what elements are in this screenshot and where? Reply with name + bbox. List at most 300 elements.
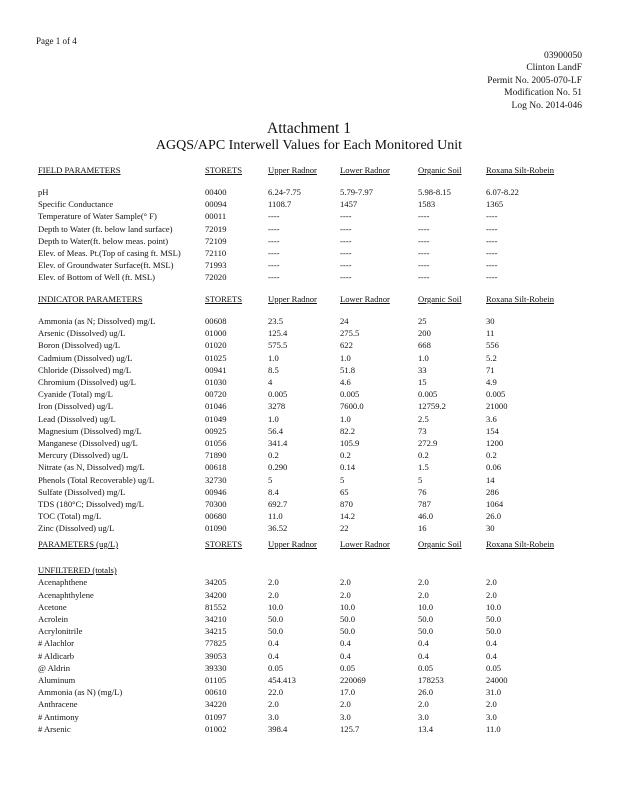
column-header: STORETS: [205, 539, 243, 549]
roxana-silt-robein-value: 11.0: [486, 723, 501, 734]
organic-soil-value: 26.0: [418, 687, 434, 698]
organic-soil-value: 16: [418, 523, 427, 534]
parameter-name: Chromium (Dissolved) ug/L: [38, 377, 136, 387]
roxana-silt-robein-value: 71: [486, 364, 495, 375]
lower-radnor-value: 2.0: [340, 589, 351, 600]
upper-radnor-value: 6.24-7.75: [268, 187, 301, 197]
upper-radnor-value: 23.5: [268, 316, 284, 326]
storet-code: 39330: [205, 662, 227, 673]
lower-radnor-value: 50.0: [340, 626, 356, 637]
lower-radnor-value: 10.0: [340, 601, 356, 612]
table-row: [0, 724, 618, 736]
upper-radnor-value: 0.2: [268, 450, 279, 461]
storet-code: 00680: [205, 511, 227, 522]
parameter-name: Ammonia (as N; Dissolved) mg/L: [38, 316, 156, 326]
storet-code: 01030: [205, 377, 227, 387]
storet-code: 01000: [205, 328, 227, 339]
roxana-silt-robein-value: 24000: [486, 675, 508, 685]
parameter-name: Arsenic (Dissolved) ug/L: [38, 328, 126, 339]
storet-code: 34215: [205, 626, 227, 637]
organic-soil-value: 10.0: [418, 601, 434, 612]
table-row: [0, 236, 618, 248]
table-row: [0, 377, 618, 389]
table-row: [0, 316, 618, 328]
column-header: Roxana Silt-Robein: [486, 294, 555, 304]
parameter-name: Phenols (Total Recoverable) ug/L: [38, 474, 155, 485]
storet-code: 00720: [205, 389, 227, 400]
lower-radnor-value: 870: [340, 499, 353, 509]
upper-radnor-value: 454.413: [268, 675, 296, 685]
table-row: [0, 614, 618, 626]
storet-code: 71890: [205, 450, 227, 461]
parameter-name: Mercury (Dissolved) ug/L: [38, 450, 129, 461]
table-row: [0, 438, 618, 450]
parameter-name: Anthracene: [38, 699, 78, 710]
table-row: [0, 487, 618, 499]
parameter-name: TOC (Total) mg/L: [38, 511, 102, 522]
upper-radnor-value: 341.4: [268, 438, 288, 448]
upper-radnor-value: 0.05: [268, 662, 284, 673]
table-row: [0, 565, 618, 577]
storet-code: 34205: [205, 577, 227, 588]
parameter-name: Elev. of Meas. Pt.(Top of casing ft. MSL): [38, 248, 181, 258]
upper-radnor-value: ----: [268, 235, 280, 246]
table-row: [0, 389, 618, 401]
storet-code: 01056: [205, 438, 227, 448]
table-row: [0, 426, 618, 438]
roxana-silt-robein-value: 11: [486, 328, 495, 339]
organic-soil-value: 0.05: [418, 662, 434, 673]
roxana-silt-robein-value: 1064: [486, 499, 504, 509]
roxana-silt-robein-value: 556: [486, 340, 499, 351]
organic-soil-value: 25: [418, 316, 427, 326]
lower-radnor-value: 220069: [340, 675, 366, 685]
header-line: Clinton LandF: [526, 63, 582, 74]
column-header: Organic Soil: [418, 165, 462, 175]
table-row: [0, 602, 618, 614]
page-number: Page 1 of 4: [36, 36, 77, 46]
header-line: Log No. 2014-046: [511, 100, 582, 111]
lower-radnor-value: 0.005: [340, 389, 360, 400]
table-row: [0, 577, 618, 589]
table-row: [0, 590, 618, 602]
storet-code: 81552: [205, 601, 227, 612]
organic-soil-value: 1583: [418, 199, 436, 210]
lower-radnor-value: 4.6: [340, 377, 351, 387]
parameter-name: TDS (180°C; Dissolved) mg/L: [38, 499, 144, 509]
table-row: [0, 499, 618, 511]
column-header: Upper Radnor: [268, 165, 317, 175]
roxana-silt-robein-value: 2.0: [486, 699, 497, 710]
upper-radnor-value: 1.0: [268, 352, 279, 363]
roxana-silt-robein-value: 10.0: [486, 601, 502, 612]
lower-radnor-value: 22: [340, 523, 349, 534]
permit-header: [487, 50, 582, 112]
organic-soil-value: 1.5: [418, 462, 429, 473]
organic-soil-value: 33: [418, 364, 427, 375]
table-row: [0, 340, 618, 352]
parameter-name: Sulfate (Dissolved) mg/L: [38, 486, 126, 497]
table-row: [0, 638, 618, 650]
parameter-name: Acrylonitrile: [38, 626, 83, 637]
roxana-silt-robein-value: 0.4: [486, 638, 497, 649]
lower-radnor-value: ----: [340, 211, 352, 222]
organic-soil-value: 0.2: [418, 450, 429, 461]
table-row: [0, 687, 618, 699]
upper-radnor-value: 2.0: [268, 699, 279, 710]
lower-radnor-value: 275.5: [340, 328, 360, 339]
lower-radnor-value: 51.8: [340, 364, 356, 375]
storet-code: 01025: [205, 352, 227, 363]
table-row: [0, 328, 618, 340]
roxana-silt-robein-value: 0.06: [486, 462, 502, 473]
parameter-name: Acrolein: [38, 614, 69, 624]
storet-code: 00618: [205, 462, 227, 473]
storet-code: 01020: [205, 340, 227, 351]
upper-radnor-value: ----: [268, 272, 280, 283]
upper-radnor-value: 50.0: [268, 614, 284, 624]
organic-soil-value: 12759.2: [418, 401, 446, 412]
upper-radnor-value: 36.52: [268, 523, 288, 534]
table-row: [0, 224, 618, 236]
parameter-name: # Antimony: [38, 711, 79, 722]
lower-radnor-value: 1.0: [340, 352, 351, 363]
parameter-name: pH: [38, 187, 49, 197]
roxana-silt-robein-value: 6.07-8.22: [486, 187, 519, 197]
organic-soil-value: 76: [418, 486, 427, 497]
lower-radnor-value: 622: [340, 340, 353, 351]
roxana-silt-robein-value: 0.005: [486, 389, 506, 400]
storet-code: 70300: [205, 499, 227, 509]
organic-soil-value: 787: [418, 499, 431, 509]
roxana-silt-robein-value: 0.2: [486, 450, 497, 461]
upper-radnor-value: 0.4: [268, 638, 279, 649]
upper-radnor-value: 3.0: [268, 711, 279, 722]
column-header: Roxana Silt-Robein: [486, 165, 555, 175]
roxana-silt-robein-value: 1365: [486, 199, 504, 210]
roxana-silt-robein-value: 30: [486, 523, 495, 534]
storet-code: 34200: [205, 589, 227, 600]
lower-radnor-value: 0.14: [340, 462, 356, 473]
header-line: Permit No. 2005-070-LF: [487, 75, 582, 86]
parameter-name: Specific Conductance: [38, 199, 114, 210]
parameter-name: Acenaphthylene: [38, 589, 94, 600]
upper-radnor-value: 10.0: [268, 601, 284, 612]
organic-soil-value: 668: [418, 340, 431, 351]
storet-code: 00941: [205, 364, 227, 375]
organic-soil-value: 2.0: [418, 577, 429, 588]
organic-soil-value: 2.0: [418, 589, 429, 600]
roxana-silt-robein-value: 14: [486, 474, 495, 485]
roxana-silt-robein-value: ----: [486, 223, 498, 234]
roxana-silt-robein-value: ----: [486, 272, 498, 283]
lower-radnor-value: 17.0: [340, 687, 356, 698]
document-subtitle: AGQS/APC Interwell Values for Each Monitored Unit: [155, 138, 463, 153]
parameter-name: Elev. of Bottom of Well (ft. MSL): [38, 272, 155, 283]
lower-radnor-value: 2.0: [340, 577, 351, 588]
storet-code: 71993: [205, 260, 227, 271]
column-header: Upper Radnor: [268, 539, 317, 549]
parameter-name: # Aldicarb: [38, 650, 75, 661]
parameter-name: Iron (Dissolved) ug/L: [38, 401, 113, 412]
table-row: [0, 462, 618, 474]
roxana-silt-robein-value: 0.4: [486, 650, 497, 661]
lower-radnor-value: ----: [340, 272, 352, 283]
table-row: [0, 260, 618, 272]
roxana-silt-robein-value: 1200: [486, 438, 504, 448]
organic-soil-value: ----: [418, 235, 430, 246]
parameter-name: Ammonia (as N) (mg/L): [38, 687, 123, 698]
upper-radnor-value: 4: [268, 377, 273, 387]
table-row: [0, 523, 618, 535]
table-row: [0, 401, 618, 413]
parameter-name: Zinc (Dissolved) ug/L: [38, 523, 115, 534]
table-row: [0, 675, 618, 687]
lower-radnor-value: 0.05: [340, 662, 356, 673]
lower-radnor-value: 0.2: [340, 450, 351, 461]
parameter-name: Acenaphthene: [38, 577, 88, 588]
storet-code: 00925: [205, 425, 227, 436]
header-line: 03900050: [544, 51, 582, 61]
roxana-silt-robein-value: ----: [486, 235, 498, 246]
upper-radnor-value: 56.4: [268, 425, 284, 436]
storet-code: 34210: [205, 614, 227, 624]
upper-radnor-value: 0.4: [268, 650, 279, 661]
table-row: [0, 211, 618, 223]
lower-radnor-value: 0.4: [340, 650, 351, 661]
parameter-name: Nitrate (as N, Dissolved) mg/L: [38, 462, 145, 473]
organic-soil-value: 178253: [418, 675, 444, 685]
roxana-silt-robein-value: 21000: [486, 401, 508, 412]
parameter-name: Depth to Water (ft. below land surface): [38, 223, 173, 234]
upper-radnor-value: 11.0: [268, 511, 283, 522]
parameter-name: Temperature of Water Sample(° F): [38, 211, 157, 222]
organic-soil-value: ----: [418, 260, 430, 271]
upper-radnor-value: 8.5: [268, 364, 279, 375]
upper-radnor-value: 8.4: [268, 486, 279, 497]
upper-radnor-value: 2.0: [268, 577, 279, 588]
table-row: [0, 626, 618, 638]
parameter-name: Elev. of Groundwater Surface(ft. MSL): [38, 260, 174, 271]
organic-soil-value: 0.005: [418, 389, 438, 400]
roxana-silt-robein-value: ----: [486, 211, 498, 222]
organic-soil-value: 13.4: [418, 723, 434, 734]
storet-code: 00608: [205, 316, 227, 326]
upper-radnor-value: ----: [268, 211, 280, 222]
organic-soil-value: 0.4: [418, 638, 429, 649]
upper-radnor-value: 2.0: [268, 589, 279, 600]
column-header: Roxana Silt-Robein: [486, 539, 555, 549]
storet-code: 01090: [205, 523, 227, 534]
parameter-name: Acetone: [38, 601, 67, 612]
lower-radnor-value: ----: [340, 235, 352, 246]
upper-radnor-value: 1108.7: [268, 199, 292, 210]
roxana-silt-robein-value: 2.0: [486, 577, 497, 588]
organic-soil-value: ----: [418, 272, 430, 283]
upper-radnor-value: 50.0: [268, 626, 284, 637]
storet-code: 00094: [205, 199, 227, 210]
roxana-silt-robein-value: 26.0: [486, 511, 502, 522]
section-header: [0, 294, 618, 306]
organic-soil-value: 0.4: [418, 650, 429, 661]
organic-soil-value: 50.0: [418, 614, 434, 624]
table-row: [0, 199, 618, 211]
column-header: STORETS: [205, 294, 243, 304]
lower-radnor-value: 50.0: [340, 614, 356, 624]
lower-radnor-value: 1457: [340, 199, 358, 210]
storet-code: 01105: [205, 675, 227, 685]
organic-soil-value: 15: [418, 377, 427, 387]
storet-code: 32730: [205, 474, 227, 485]
parameter-name: UNFILTERED (totals): [38, 565, 117, 576]
storet-code: 39053: [205, 650, 227, 661]
parameter-name: Chloride (Dissolved) mg/L: [38, 364, 132, 375]
column-header: INDICATOR PARAMETERS: [38, 294, 143, 304]
column-header: Lower Radnor: [340, 539, 390, 549]
document-title: Attachment 1: [267, 120, 351, 137]
storet-code: 72019: [205, 223, 227, 234]
table-row: [0, 248, 618, 260]
lower-radnor-value: 1.0: [340, 413, 351, 424]
table-row: [0, 663, 618, 675]
roxana-silt-robein-value: ----: [486, 260, 498, 271]
parameter-name: Lead (Dissolved) ug/L: [38, 413, 116, 424]
organic-soil-value: 2.5: [418, 413, 429, 424]
storet-code: 72110: [205, 248, 227, 258]
table-row: [0, 272, 618, 284]
table-row: [0, 699, 618, 711]
upper-radnor-value: 0.005: [268, 389, 288, 400]
organic-soil-value: ----: [418, 223, 430, 234]
organic-soil-value: 5.98-8.15: [418, 187, 451, 197]
upper-radnor-value: 1.0: [268, 413, 279, 424]
lower-radnor-value: 65: [340, 486, 349, 497]
column-header: STORETS: [205, 165, 243, 175]
roxana-silt-robein-value: 30: [486, 316, 495, 326]
table-row: [0, 553, 618, 565]
table-row: [0, 187, 618, 199]
storet-code: 34220: [205, 699, 227, 710]
roxana-silt-robein-value: ----: [486, 248, 498, 258]
table-row: [0, 475, 618, 487]
organic-soil-value: ----: [418, 248, 430, 258]
parameter-name: Boron (Dissolved) ug/L: [38, 340, 121, 351]
parameter-name: Manganese (Dissolved) ug/L: [38, 438, 138, 448]
roxana-silt-robein-value: 4.9: [486, 377, 497, 387]
roxana-silt-robein-value: 0.05: [486, 662, 502, 673]
parameter-name: Aluminum: [38, 675, 76, 685]
column-header: PARAMETERS (ug/L): [38, 539, 119, 549]
organic-soil-value: ----: [418, 211, 430, 222]
organic-soil-value: 50.0: [418, 626, 434, 637]
storet-code: 01046: [205, 401, 227, 412]
parameter-name: # Alachlor: [38, 638, 75, 649]
storet-code: 72020: [205, 272, 227, 283]
storet-code: 77825: [205, 638, 227, 649]
roxana-silt-robein-value: 5.2: [486, 352, 497, 363]
upper-radnor-value: 125.4: [268, 328, 288, 339]
column-header: Upper Radnor: [268, 294, 317, 304]
table-row: [0, 414, 618, 426]
table-row: [0, 651, 618, 663]
upper-radnor-value: 0.290: [268, 462, 288, 473]
roxana-silt-robein-value: 50.0: [486, 614, 502, 624]
organic-soil-value: 73: [418, 425, 427, 436]
parameter-name: Magnesium (Dissolved) mg/L: [38, 425, 142, 436]
storet-code: 00400: [205, 187, 227, 197]
lower-radnor-value: ----: [340, 248, 352, 258]
roxana-silt-robein-value: 154: [486, 425, 499, 436]
lower-radnor-value: 125.7: [340, 723, 360, 734]
upper-radnor-value: ----: [268, 260, 280, 271]
lower-radnor-value: 7600.0: [340, 401, 364, 412]
upper-radnor-value: 22.0: [268, 687, 284, 698]
upper-radnor-value: 3278: [268, 401, 286, 412]
roxana-silt-robein-value: 286: [486, 486, 499, 497]
table-row: [0, 511, 618, 523]
roxana-silt-robein-value: 3.0: [486, 711, 497, 722]
lower-radnor-value: 5: [340, 474, 345, 485]
lower-radnor-value: 2.0: [340, 699, 351, 710]
roxana-silt-robein-value: 31.0: [486, 687, 502, 698]
lower-radnor-value: 24: [340, 316, 349, 326]
column-header: Lower Radnor: [340, 165, 390, 175]
lower-radnor-value: ----: [340, 260, 352, 271]
storet-code: 72109: [205, 235, 227, 246]
organic-soil-value: 1.0: [418, 352, 429, 363]
parameter-name: Cadmium (Dissolved) ug/L: [38, 352, 133, 363]
roxana-silt-robein-value: 3.6: [486, 413, 497, 424]
lower-radnor-value: ----: [340, 223, 352, 234]
parameter-name: Depth to Water(ft. below meas. point): [38, 235, 169, 246]
storet-code: 01097: [205, 711, 227, 722]
section-header: [0, 539, 618, 551]
upper-radnor-value: ----: [268, 248, 280, 258]
parameter-name: Cyanide (Total) mg/L: [38, 389, 113, 400]
roxana-silt-robein-value: 50.0: [486, 626, 502, 637]
column-header: Lower Radnor: [340, 294, 390, 304]
table-row: [0, 365, 618, 377]
organic-soil-value: 5: [418, 474, 423, 485]
table-row: [0, 353, 618, 365]
lower-radnor-value: 105.9: [340, 438, 360, 448]
upper-radnor-value: 5: [268, 474, 273, 485]
table-row: [0, 450, 618, 462]
header-line: Modification No. 51: [504, 88, 582, 99]
parameter-name: @ Aldrin: [38, 662, 71, 673]
column-header: Organic Soil: [418, 294, 462, 304]
storet-code: 01049: [205, 413, 227, 424]
lower-radnor-value: 0.4: [340, 638, 351, 649]
organic-soil-value: 3.0: [418, 711, 429, 722]
column-header: FIELD PARAMETERS: [38, 165, 121, 175]
upper-radnor-value: 692.7: [268, 499, 288, 509]
roxana-silt-robein-value: 2.0: [486, 589, 497, 600]
lower-radnor-value: 5.79-7.97: [340, 187, 373, 197]
storet-code: 00610: [205, 687, 227, 698]
upper-radnor-value: ----: [268, 223, 280, 234]
organic-soil-value: 2.0: [418, 699, 429, 710]
organic-soil-value: 200: [418, 328, 431, 339]
organic-soil-value: 46.0: [418, 511, 434, 522]
column-header: Organic Soil: [418, 539, 462, 549]
organic-soil-value: 272.9: [418, 438, 438, 448]
section-header: [0, 165, 618, 177]
upper-radnor-value: 575.5: [268, 340, 288, 351]
storet-code: 01002: [205, 723, 227, 734]
lower-radnor-value: 3.0: [340, 711, 351, 722]
storet-code: 00011: [205, 211, 227, 222]
